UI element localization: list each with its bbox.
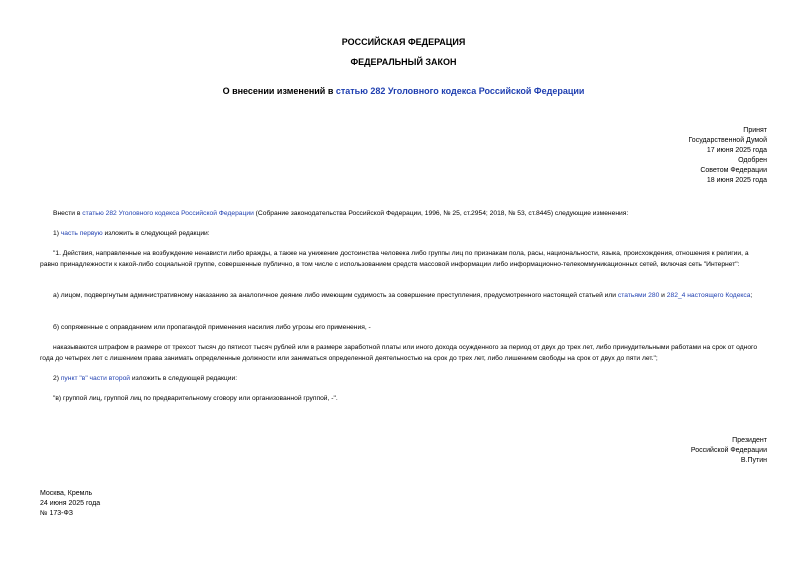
sub-item-b: б) сопряженные с оправданием или пропагандой применения насилия либо угрозы его применения, - xyxy=(53,324,371,331)
item-1-number: 1) xyxy=(53,230,61,237)
sub-item-a xyxy=(40,290,767,301)
sub-item-a-and: и xyxy=(659,292,667,299)
intro-article-link[interactable]: статью 282 Уголовного кодекса Российской Федерации xyxy=(82,210,254,217)
country-heading: РОССИЙСКАЯ ФЕДЕРАЦИЯ xyxy=(341,37,466,47)
signing-date: 24 июня 2025 года xyxy=(40,500,101,507)
item-1 xyxy=(40,228,767,239)
sub-item-a-text: а) лицом, подвергнутым административному наказанию за аналогичное деяние либо имеющим судимость за совершение преступления, предусмотренного настоящей статьей или xyxy=(53,292,618,299)
penalty-paragraph: наказываются штрафом в размере от трехсот тысяч до пятисот тысяч рублей или в размере заработной платы или иного дохода осужденного за период от двух до трех лет, либо принудительными работами на срок от одного года до четырех лет с лишением права занимать определенные должности или заниматься определенной деятельностью на срок до трех лет, либо лишением свободы на срок от двух до пяти лет."; xyxy=(40,344,758,362)
president-title: Президент xyxy=(732,437,767,444)
intro-text: Внести в xyxy=(53,210,83,217)
intro-paragraph xyxy=(40,208,767,219)
adopted-date: 17 июня 2025 года xyxy=(706,147,767,154)
law-title xyxy=(0,86,807,97)
signature-block xyxy=(691,436,767,466)
intro-text-tail: (Собрание законодательства Российской Федерации, 1996, № 25, ст.2954; 2018, № 53, ст.8445) следующие изменения: xyxy=(253,210,629,217)
item-2 xyxy=(40,373,767,384)
articles-280-link[interactable]: статьями 280 xyxy=(617,292,660,299)
article-282-link[interactable]: статью 282 Уголовного кодекса Российской Федерации xyxy=(335,86,585,96)
item-1-text: изложить в следующей редакции: xyxy=(102,230,210,237)
adopted-label: Принят xyxy=(743,127,767,134)
law-title-prefix: О внесении изменений в xyxy=(222,86,336,96)
adopted-by: Государственной Думой xyxy=(688,137,767,144)
point-v-link[interactable]: пункт "в" части второй xyxy=(60,375,131,382)
president-name: В.Путин xyxy=(740,457,767,464)
part-one-link[interactable]: часть первую xyxy=(60,230,103,237)
law-number: № 173-ФЗ xyxy=(40,510,74,517)
president-country: Российской Федерации xyxy=(690,447,767,454)
law-type-heading: ФЕДЕРАЛЬНЫЙ ЗАКОН xyxy=(350,57,457,67)
quote-1-paragraph: "1. Действия, направленные на возбуждение ненависти либо вражды, а также на унижение достоинства человека либо группы лиц по признакам пола, расы, национальности, языка, происхождения, отношения к религии, а равно принадлежности к какой-либо социальной группе, совершенные публично, в том числе с использованием средств массовой информации либо информационно-телекоммуникационных сетей, включая сеть "Интернет": xyxy=(40,250,749,268)
approved-date: 18 июня 2025 года xyxy=(706,177,767,184)
item-2-number: 2) xyxy=(53,375,61,382)
quote-2-paragraph: "в) группой лиц, группой лиц по предварительному сговору или организованной группой, -". xyxy=(53,395,338,402)
signing-place: Москва, Кремль xyxy=(40,490,93,497)
item-2-text: изложить в следующей редакции: xyxy=(130,375,238,382)
article-282-4-link[interactable]: 282_4 настоящего Кодекса xyxy=(666,292,751,299)
adoption-block xyxy=(688,126,767,186)
sub-item-a-end: ; xyxy=(750,292,753,299)
place-date-block xyxy=(40,489,100,519)
approved-by: Советом Федерации xyxy=(700,167,767,174)
approved-label: Одобрен xyxy=(738,157,767,164)
